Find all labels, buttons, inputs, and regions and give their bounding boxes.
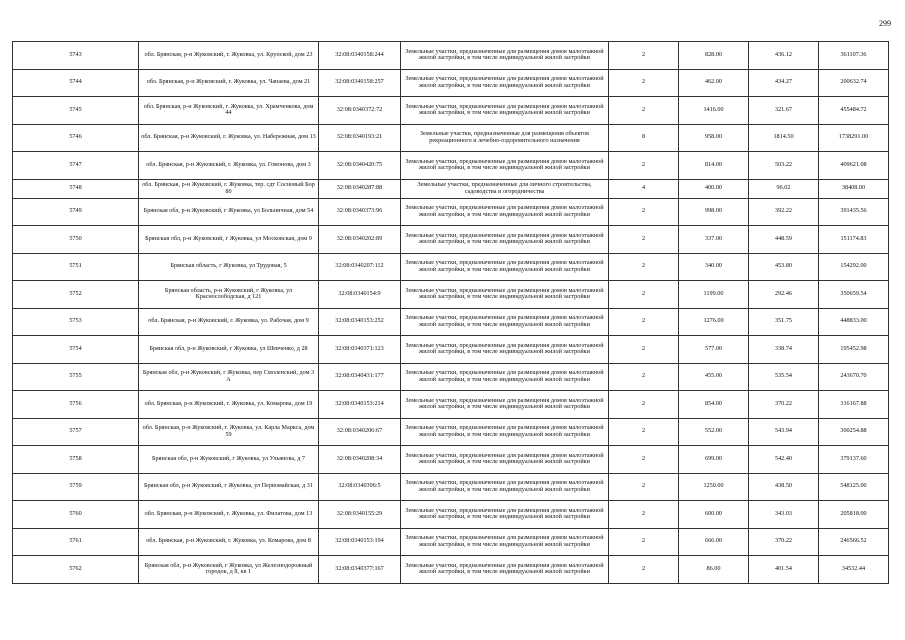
area-cell: 958.00 (679, 124, 749, 152)
specific-value-cell: 370.22 (749, 528, 819, 556)
row-number-cell: 5756 (13, 391, 139, 419)
specific-value-cell: 453.80 (749, 253, 819, 281)
row-number-cell: 5746 (13, 124, 139, 152)
cadastral-value-cell: 200632.74 (819, 69, 889, 97)
specific-value-cell: 292.46 (749, 281, 819, 309)
address-cell: Брянская обл, р-н Жуковский, г Жуковка, ул Первомайская, д 31 (139, 473, 319, 501)
land-use-cell: Земельные участки, предназначенные для размещения домов малоэтажной жилой застройки, в том числе индивидуальной жилой застройки (401, 446, 609, 474)
use-group-cell: 2 (609, 501, 679, 529)
cadastral-number-cell: 32:08:0340287:88 (319, 179, 401, 198)
address-cell: обл. Брянская, р-н Жуковский, г. Жуковка, ул. Храмченкова, дом 44 (139, 97, 319, 125)
cadastral-value-cell: 1738291.00 (819, 124, 889, 152)
area-cell: 1250.00 (679, 473, 749, 501)
table-row (13, 336, 889, 364)
area-cell: 455.00 (679, 363, 749, 391)
table-row (13, 528, 889, 556)
cadastral-number-cell: 32:08:0340155:29 (319, 501, 401, 529)
cadastral-number-cell: 32:08:0340207:112 (319, 253, 401, 281)
address-cell: обл. Брянская, р-н Жуковский, г. Жуковка, ул. Комарова, дом 8 (139, 528, 319, 556)
table-row (13, 253, 889, 281)
cadastral-number-cell: 32:08:0340208:34 (319, 446, 401, 474)
row-number-cell: 5750 (13, 226, 139, 254)
cadastral-value-cell: 246566.52 (819, 528, 889, 556)
cadastral-value-cell: 205818.00 (819, 501, 889, 529)
use-group-cell: 2 (609, 281, 679, 309)
row-number-cell: 5757 (13, 418, 139, 446)
area-cell: 1276.00 (679, 308, 749, 336)
use-group-cell: 8 (609, 124, 679, 152)
use-group-cell: 2 (609, 336, 679, 364)
table-row (13, 446, 889, 474)
land-use-cell: Земельные участки, предназначенные для размещения домов малоэтажной жилой застройки, в том числе индивидуальной жилой застройки (401, 152, 609, 180)
cadastral-value-cell: 361107.36 (819, 42, 889, 70)
cadastral-value-cell: 379137.60 (819, 446, 889, 474)
use-group-cell: 2 (609, 69, 679, 97)
land-registry-table (12, 41, 889, 584)
cadastral-value-cell: 350659.54 (819, 281, 889, 309)
land-use-cell: Земельные участки, предназначенные для размещения домов малоэтажной жилой застройки, в том числе индивидуальной жилой застройки (401, 391, 609, 419)
cadastral-number-cell: 32:08:0340154:9 (319, 281, 401, 309)
area-cell: 462.00 (679, 69, 749, 97)
land-use-cell: Земельные участки, предназначенные для размещения домов малоэтажной жилой застройки, в том числе индивидуальной жилой застройки (401, 253, 609, 281)
address-cell: обл. Брянская, р-н Жуковский, г. Жуковка, ул. Комарова, дом 19 (139, 391, 319, 419)
area-cell: 1416.00 (679, 97, 749, 125)
cadastral-number-cell: 32:08:0340158:257 (319, 69, 401, 97)
table-row (13, 198, 889, 226)
land-use-cell: Земельные участки, предназначенные для размещения домов малоэтажной жилой застройки, в том числе индивидуальной жилой застройки (401, 556, 609, 584)
table-row (13, 124, 889, 152)
address-cell: Брянская обл, р-н Жуковский, г Жуковка, ул Московская, дом 9 (139, 226, 319, 254)
area-cell: 600.00 (679, 501, 749, 529)
use-group-cell: 2 (609, 446, 679, 474)
use-group-cell: 2 (609, 42, 679, 70)
area-cell: 400.00 (679, 179, 749, 198)
table-row (13, 418, 889, 446)
use-group-cell: 2 (609, 556, 679, 584)
cadastral-number-cell: 32:08:0340153:194 (319, 528, 401, 556)
address-cell: обл. Брянская, р-н Жуковский, г. Жуковка, ул. Чапаева, дом 21 (139, 69, 319, 97)
row-number-cell: 5754 (13, 336, 139, 364)
row-number-cell: 5752 (13, 281, 139, 309)
land-use-cell: Земельные участки, предназначенные для размещения домов малоэтажной жилой застройки, в том числе индивидуальной жилой застройки (401, 42, 609, 70)
use-group-cell: 2 (609, 528, 679, 556)
area-cell: 552.00 (679, 418, 749, 446)
use-group-cell: 2 (609, 253, 679, 281)
specific-value-cell: 448.59 (749, 226, 819, 254)
row-number-cell: 5751 (13, 253, 139, 281)
use-group-cell: 2 (609, 418, 679, 446)
specific-value-cell: 503.22 (749, 152, 819, 180)
address-cell: Брянская обл, р-н Жуковский, г Жуковка, пер Смоленский, дом 3 А (139, 363, 319, 391)
specific-value-cell: 370.22 (749, 391, 819, 419)
row-number-cell: 5743 (13, 42, 139, 70)
specific-value-cell: 343.03 (749, 501, 819, 529)
specific-value-cell: 436.12 (749, 42, 819, 70)
land-use-cell: Земельные участки, предназначенные для размещения домов малоэтажной жилой застройки, в том числе индивидуальной жилой застройки (401, 97, 609, 125)
row-number-cell: 5745 (13, 97, 139, 125)
specific-value-cell: 434.27 (749, 69, 819, 97)
table-row (13, 226, 889, 254)
area-cell: 337.00 (679, 226, 749, 254)
table-row (13, 179, 889, 198)
row-number-cell: 5758 (13, 446, 139, 474)
cadastral-value-cell: 34532.44 (819, 556, 889, 584)
use-group-cell: 2 (609, 97, 679, 125)
specific-value-cell: 338.74 (749, 336, 819, 364)
specific-value-cell: 321.67 (749, 97, 819, 125)
specific-value-cell: 392.22 (749, 198, 819, 226)
table-row (13, 97, 889, 125)
area-cell: 340.00 (679, 253, 749, 281)
cadastral-number-cell: 32:08:0340153:214 (319, 391, 401, 419)
address-cell: Брянская область, р-н Жуковский, г Жуковка, ул Краснослободская, д 121 (139, 281, 319, 309)
land-use-cell: Земельные участки, предназначенные для размещения объектов рекреационного и лечебно-оздоровительного назначения (401, 124, 609, 152)
cadastral-value-cell: 409621.08 (819, 152, 889, 180)
specific-value-cell: 535.54 (749, 363, 819, 391)
land-use-cell: Земельные участки, предназначенные для размещения домов малоэтажной жилой застройки, в том числе индивидуальной жилой застройки (401, 198, 609, 226)
row-number-cell: 5755 (13, 363, 139, 391)
specific-value-cell: 438.50 (749, 473, 819, 501)
land-use-cell: Земельные участки, предназначенные для размещения домов малоэтажной жилой застройки, в том числе индивидуальной жилой застройки (401, 308, 609, 336)
cadastral-value-cell: 548125.00 (819, 473, 889, 501)
area-cell: 998.00 (679, 198, 749, 226)
cadastral-number-cell: 32:08:0340420:75 (319, 152, 401, 180)
cadastral-value-cell: 391435.56 (819, 198, 889, 226)
cadastral-number-cell: 32:08:0340373:96 (319, 198, 401, 226)
row-number-cell: 5759 (13, 473, 139, 501)
address-cell: обл. Брянская, р-н Жуковский, г. Жуковка, ул. Рабочая, дом 9 (139, 308, 319, 336)
row-number-cell: 5744 (13, 69, 139, 97)
address-cell: обл. Брянская, р-н Жуковский, г. Жуковка, ул. Крупской, дом 23 (139, 42, 319, 70)
cadastral-number-cell: 32:08:0340431:177 (319, 363, 401, 391)
specific-value-cell: 542.40 (749, 446, 819, 474)
land-use-cell: Земельные участки, предназначенные для размещения домов малоэтажной жилой застройки, в том числе индивидуальной жилой застройки (401, 281, 609, 309)
specific-value-cell: 1814.50 (749, 124, 819, 152)
row-number-cell: 5753 (13, 308, 139, 336)
row-number-cell: 5760 (13, 501, 139, 529)
cadastral-number-cell: 32:08:0340371:123 (319, 336, 401, 364)
address-cell: обл. Брянская, р-н Жуковский, г. Жуковка, ул. Карла Маркса, дом 59 (139, 418, 319, 446)
land-use-cell: Земельные участки, предназначенные для размещения домов малоэтажной жилой застройки, в том числе индивидуальной жилой застройки (401, 528, 609, 556)
row-number-cell: 5748 (13, 179, 139, 198)
table-row (13, 152, 889, 180)
use-group-cell: 2 (609, 226, 679, 254)
cadastral-number-cell: 32:08:0340202:89 (319, 226, 401, 254)
use-group-cell: 4 (609, 179, 679, 198)
address-cell: Брянская обл, р-н Жуковский, г Жуковка, ул Шевченко, д 28 (139, 336, 319, 364)
specific-value-cell: 351.75 (749, 308, 819, 336)
address-cell: Брянская обл, р-н Жуковский, г Жуковка, ул Железнодорожный городок, д 8, кв 1 (139, 556, 319, 584)
cadastral-number-cell: 32:08:0340193:21 (319, 124, 401, 152)
specific-value-cell: 96.02 (749, 179, 819, 198)
address-cell: Брянская обл, р-н Жуковский, г Жуковка, ул Больничная, дом 54 (139, 198, 319, 226)
page-number: 299 (879, 19, 891, 28)
row-number-cell: 5762 (13, 556, 139, 584)
specific-value-cell: 543.94 (749, 418, 819, 446)
use-group-cell: 2 (609, 391, 679, 419)
area-cell: 577.00 (679, 336, 749, 364)
cadastral-value-cell: 300254.88 (819, 418, 889, 446)
land-use-cell: Земельные участки, предназначенные для размещения домов малоэтажной жилой застройки, в том числе индивидуальной жилой застройки (401, 473, 609, 501)
row-number-cell: 5749 (13, 198, 139, 226)
cadastral-value-cell: 455484.72 (819, 97, 889, 125)
use-group-cell: 2 (609, 198, 679, 226)
area-cell: 814.00 (679, 152, 749, 180)
table-row (13, 42, 889, 70)
row-number-cell: 5747 (13, 152, 139, 180)
address-cell: обл. Брянская, р-н Жуковский, г. Жуковка, ул. Гомонова, дом 3 (139, 152, 319, 180)
table-row (13, 391, 889, 419)
cadastral-value-cell: 154292.00 (819, 253, 889, 281)
address-cell: Брянская обл, р-н Жуковский, г Жуковка, ул Ульянова, д 7 (139, 446, 319, 474)
land-use-cell: Земельные участки, предназначенные для размещения домов малоэтажной жилой застройки, в том числе индивидуальной жилой застройки (401, 69, 609, 97)
area-cell: 666.00 (679, 528, 749, 556)
land-use-cell: Земельные участки, предназначенные для размещения домов малоэтажной жилой застройки, в том числе индивидуальной жилой застройки (401, 226, 609, 254)
land-use-cell: Земельные участки, предназначенные для размещения домов малоэтажной жилой застройки, в том числе индивидуальной жилой застройки (401, 363, 609, 391)
table-body (13, 42, 889, 584)
cadastral-number-cell: 32:08:0340372:72 (319, 97, 401, 125)
area-cell: 854.00 (679, 391, 749, 419)
table-row (13, 69, 889, 97)
area-cell: 86.00 (679, 556, 749, 584)
land-use-cell: Земельные участки, предназначенные для личного строительства, садоводства и огородничества (401, 179, 609, 198)
area-cell: 699.00 (679, 446, 749, 474)
table-row (13, 501, 889, 529)
cadastral-number-cell: 32:08:0340396:5 (319, 473, 401, 501)
address-cell: обл. Брянская, р-н Жуковский, г. Жуковка, ул. Набережная, дом 13 (139, 124, 319, 152)
cadastral-number-cell: 32:08:0340158:244 (319, 42, 401, 70)
address-cell: Брянская область, г Жуковка, ул Трудовая, 5 (139, 253, 319, 281)
use-group-cell: 2 (609, 308, 679, 336)
area-cell: 828.00 (679, 42, 749, 70)
use-group-cell: 2 (609, 152, 679, 180)
table-row (13, 363, 889, 391)
row-number-cell: 5761 (13, 528, 139, 556)
specific-value-cell: 401.54 (749, 556, 819, 584)
address-cell: обл. Брянская, р-н Жуковский, г. Жуковка, тер. сдт Сосновый Бор 80 (139, 179, 319, 198)
address-cell: обл. Брянская, р-н Жуковский, г. Жуковка, ул. Филатова, дом 13 (139, 501, 319, 529)
land-use-cell: Земельные участки, предназначенные для размещения домов малоэтажной жилой застройки, в том числе индивидуальной жилой застройки (401, 501, 609, 529)
cadastral-number-cell: 32:08:0340153:252 (319, 308, 401, 336)
table-row (13, 308, 889, 336)
cadastral-value-cell: 195452.98 (819, 336, 889, 364)
cadastral-value-cell: 151174.83 (819, 226, 889, 254)
cadastral-value-cell: 448833.00 (819, 308, 889, 336)
use-group-cell: 2 (609, 473, 679, 501)
table-row (13, 556, 889, 584)
land-use-cell: Земельные участки, предназначенные для размещения домов малоэтажной жилой застройки, в том числе индивидуальной жилой застройки (401, 418, 609, 446)
table-row (13, 473, 889, 501)
use-group-cell: 2 (609, 363, 679, 391)
cadastral-value-cell: 316167.88 (819, 391, 889, 419)
cadastral-number-cell: 32:08:0340377:167 (319, 556, 401, 584)
table-row (13, 281, 889, 309)
area-cell: 1199.00 (679, 281, 749, 309)
cadastral-value-cell: 38408.00 (819, 179, 889, 198)
cadastral-value-cell: 243670.70 (819, 363, 889, 391)
cadastral-number-cell: 32:08:0340206:67 (319, 418, 401, 446)
land-use-cell: Земельные участки, предназначенные для размещения домов малоэтажной жилой застройки, в том числе индивидуальной жилой застройки (401, 336, 609, 364)
